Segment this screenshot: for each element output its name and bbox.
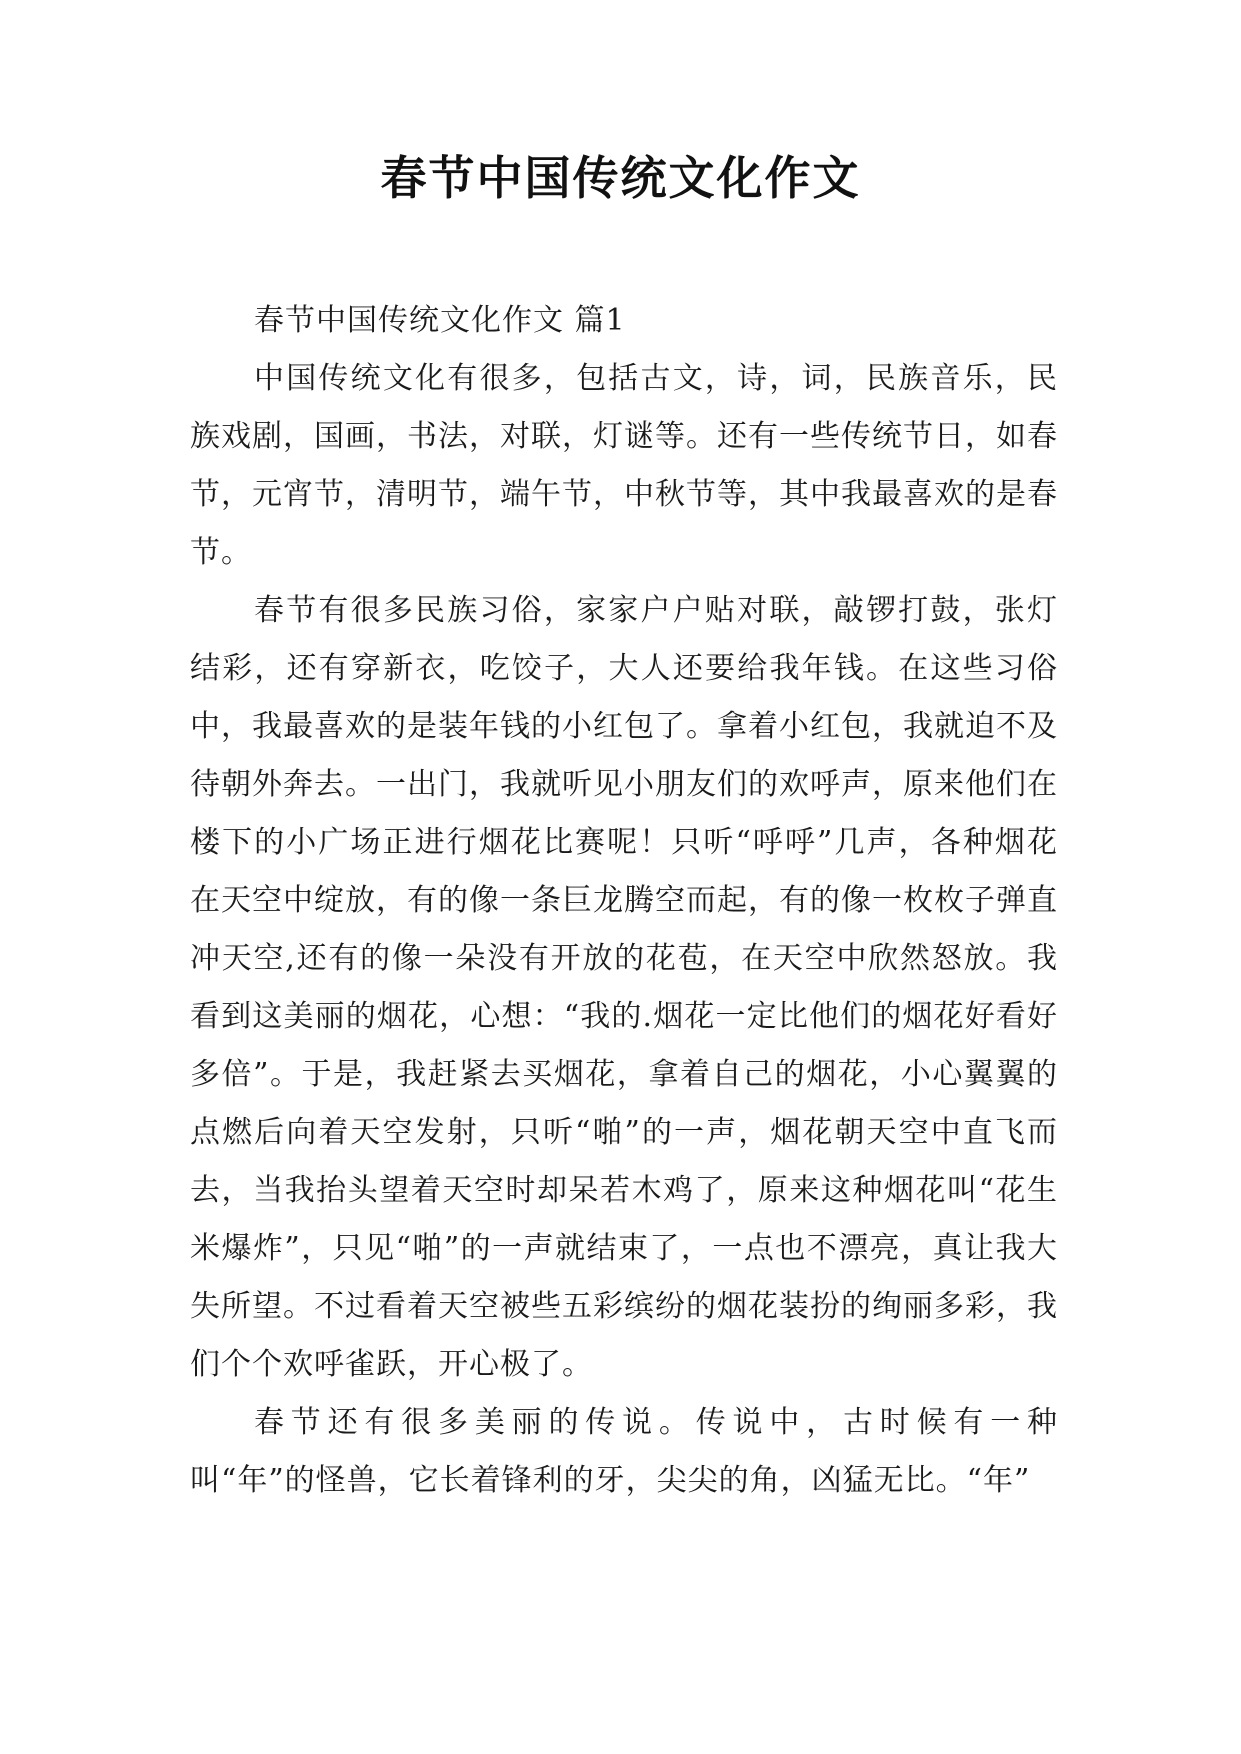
document-body <box>190 292 1058 1510</box>
document-title: 春节中国传统文化作文 <box>380 151 861 205</box>
paragraph-3: 春节还有很多美丽的传说。传说中，古时候有一种叫“年”的怪兽，它长着锋利的牙，尖尖的角，凶猛无比。“年” <box>190 1405 1058 1498</box>
section-heading: 春节中国传统文化作文 篇1 <box>254 303 626 338</box>
paragraph-1: 中国传统文化有很多，包括古文，诗，词，民族音乐，民族戏剧，国画，书法，对联，灯谜等。还有一些传统节日，如春节，元宵节，清明节，端午节，中秋节等，其中我最喜欢的是春节。 <box>190 361 1058 570</box>
paragraph-2: 春节有很多民族习俗，家家户户贴对联，敲锣打鼓，张灯结彩，还有穿新衣，吃饺子，大人还要给我年钱。在这些习俗中，我最喜欢的是装年钱的小红包了。拿着小红包，我就迫不及待朝外奔去。一出门，我就听见小朋友们的欢呼声，原来他们在楼下的小广场正进行烟花比赛呢！只听“呼呼”几声，各种烟花在天空中绽放，有的像一条巨龙腾空而起，有的像一枚枚子弹直冲天空,还有的像一朵没有开放的花苞，在天空中欣然怒放。我看到这美丽的烟花，心想：“我的.烟花一定比他们的烟花好看好多倍”。于是，我赶紧去买烟花，拿着自己的烟花，小心翼翼的点燃后向着天空发射，只听“啪”的一声，烟花朝天空中直飞而去，当我抬头望着天空时却呆若木鸡了，原来这种烟花叫“花生米爆炸”，只见“啪”的一声就结束了，一点也不漂亮，真让我大失所望。不过看着天空被些五彩缤纷的烟花装扮的绚丽多彩，我们个个欢呼雀跃，开心极了。 <box>190 593 1058 1382</box>
